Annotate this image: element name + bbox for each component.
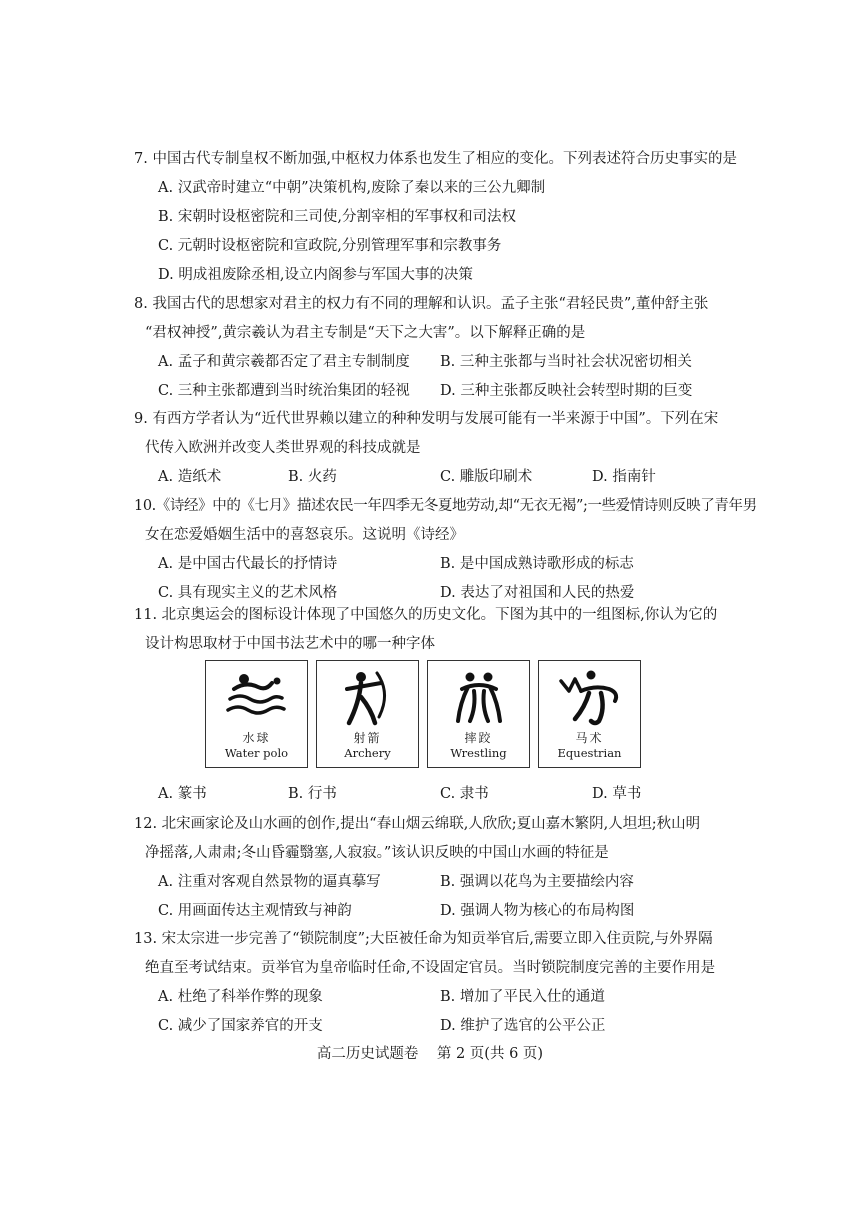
option-d: D. 草书 [592,786,642,802]
option-row [136,868,756,897]
option-a: A. 汉武帝时建立“中朝”决策机构,废除了秦以来的三公九卿制 [158,180,546,196]
option-a: A. 是中国古代最长的抒情诗 [158,556,338,572]
option-a: A. 造纸术 [158,469,222,485]
olympic-pictogram-row [205,660,650,770]
option-b: B. 强调以花鸟为主要描绘内容 [440,874,634,890]
option-b: B. 行书 [288,786,337,802]
question-stem: 12. 北宋画家论及山水画的创作,提出“春山烟云绵联,人欣欣;夏山嘉木繁阴,人坦坦;秋山明 [134,816,701,832]
pictogram-label-cn: 射箭 [353,731,382,745]
option-b: B. 增加了平民入仕的通道 [440,989,605,1005]
question-stem: 9. 有西方学者认为“近代世界赖以建立的种种发明与发展可能有一半来源于中国”。下列在宋 [134,411,719,427]
question-stem-continued: “君权神授”,黄宗羲认为君主专制是“天下之大害”。以下解释正确的是 [145,325,586,341]
pictogram-label-en: Archery [344,746,391,760]
option-b: B. 宋朝时设枢密院和三司使,分割宰相的军事权和司法权 [158,209,516,225]
option-row [136,897,756,926]
question-stem: 7. 中国古代专制皇权不断加强,中枢权力体系也发生了相应的变化。下列表述符合历史事实的是 [134,151,738,167]
option-row [136,377,756,406]
question-stem: 11. 北京奥运会的图标设计体现了中国悠久的历史文化。下图为其中的一组图标,你认为它的 [134,607,718,623]
pictogram-label-cn: 水球 [242,731,271,745]
option-c: C. 具有现实主义的艺术风格 [158,585,338,601]
question-stem-continued: 女在恋爱婚姻生活中的喜怒哀乐。这说明《诗经》 [145,527,464,543]
option-c: C. 雕版印刷术 [440,469,533,485]
option-a: A. 注重对客观自然景物的逼真摹写 [158,874,381,890]
question-9 [136,405,756,492]
option-c: C. 元朝时设枢密院和宣政院,分别管理军事和宗教事务 [158,238,502,254]
question-stem: 10.《诗经》中的《七月》描述农民一年四季无冬夏地劳动,却“无衣无褐”;一些爱情诗则反映了青年男 [134,498,757,514]
pictogram-card-wrestling [427,660,530,768]
option-d: D. 维护了选官的公平公正 [440,1018,606,1034]
question-stem-continued: 代传入欧洲并改变人类世界观的科技成就是 [145,440,421,456]
option-c: C. 三种主张都遭到当时统治集团的轻视 [158,383,410,399]
question-stem: 8. 我国古代的思想家对君主的权力有不同的理解和认识。孟子主张“君轻民贵”,董仲舒主张 [134,296,709,312]
page-footer: 高二历史试题卷 第 2 页(共 6 页) [316,1046,544,1062]
pictogram-card-water-polo [205,660,308,768]
question-7 [136,145,756,290]
option-row [136,463,756,492]
question-11-options [136,780,756,809]
option-row [136,983,756,1012]
question-10 [136,492,756,608]
option-b: B. 是中国成熟诗歌形成的标志 [440,556,634,572]
option-d: D. 指南针 [592,469,656,485]
question-stem-continued: 设计构思取材于中国书法艺术中的哪一种字体 [145,636,435,652]
option-c: C. 隶书 [440,786,489,802]
pictogram-label-en: Wrestling [450,746,507,760]
archery-pictogram-icon [317,667,417,729]
option-d: D. 明成祖废除丞相,设立内阁参与军国大事的决策 [158,267,473,283]
option-d: D. 表达了对祖国和人民的热爱 [440,585,635,601]
question-stem-continued: 净摇落,人肃肃;冬山昏霾翳塞,人寂寂。”该认识反映的中国山水画的特征是 [145,845,609,861]
question-stem: 13. 宋太宗进一步完善了“锁院制度”;大臣被任命为知贡举官后,需要立即入住贡院,与外界隔 [134,931,713,947]
option-c: C. 用画面传达主观情致与神韵 [158,903,352,919]
option-row [136,1012,756,1041]
pictogram-card-archery [316,660,419,768]
pictogram-label-cn: 摔跤 [464,731,493,745]
water-polo-pictogram-icon [206,667,306,729]
option-row [136,550,756,579]
pictogram-label-cn: 马术 [575,731,604,745]
option-b: B. 三种主张都与当时社会状况密切相关 [440,354,692,370]
option-row [136,348,756,377]
option-c: C. 减少了国家养官的开支 [158,1018,323,1034]
pictogram-card-equestrian [538,660,641,768]
option-b: B. 火药 [288,469,337,485]
question-12 [136,810,756,926]
question-11 [136,601,756,659]
option-a: A. 杜绝了科举作弊的现象 [158,989,323,1005]
question-13 [136,925,756,1041]
option-row [136,780,756,809]
option-d: D. 强调人物为核心的布局构图 [440,903,635,919]
equestrian-pictogram-icon [539,667,639,729]
pictogram-label-en: Equestrian [557,746,622,760]
pictogram-label-en: Water polo [224,746,289,760]
option-d: D. 三种主张都反映社会转型时期的巨变 [440,383,693,399]
question-stem-continued: 绝直至考试结束。贡举官为皇帝临时任命,不设固定官员。当时锁院制度完善的主要作用是 [145,960,716,976]
option-a: A. 孟子和黄宗羲都否定了君主专制制度 [158,354,410,370]
option-a: A. 篆书 [158,786,207,802]
question-8 [136,290,756,406]
wrestling-pictogram-icon [428,667,528,729]
